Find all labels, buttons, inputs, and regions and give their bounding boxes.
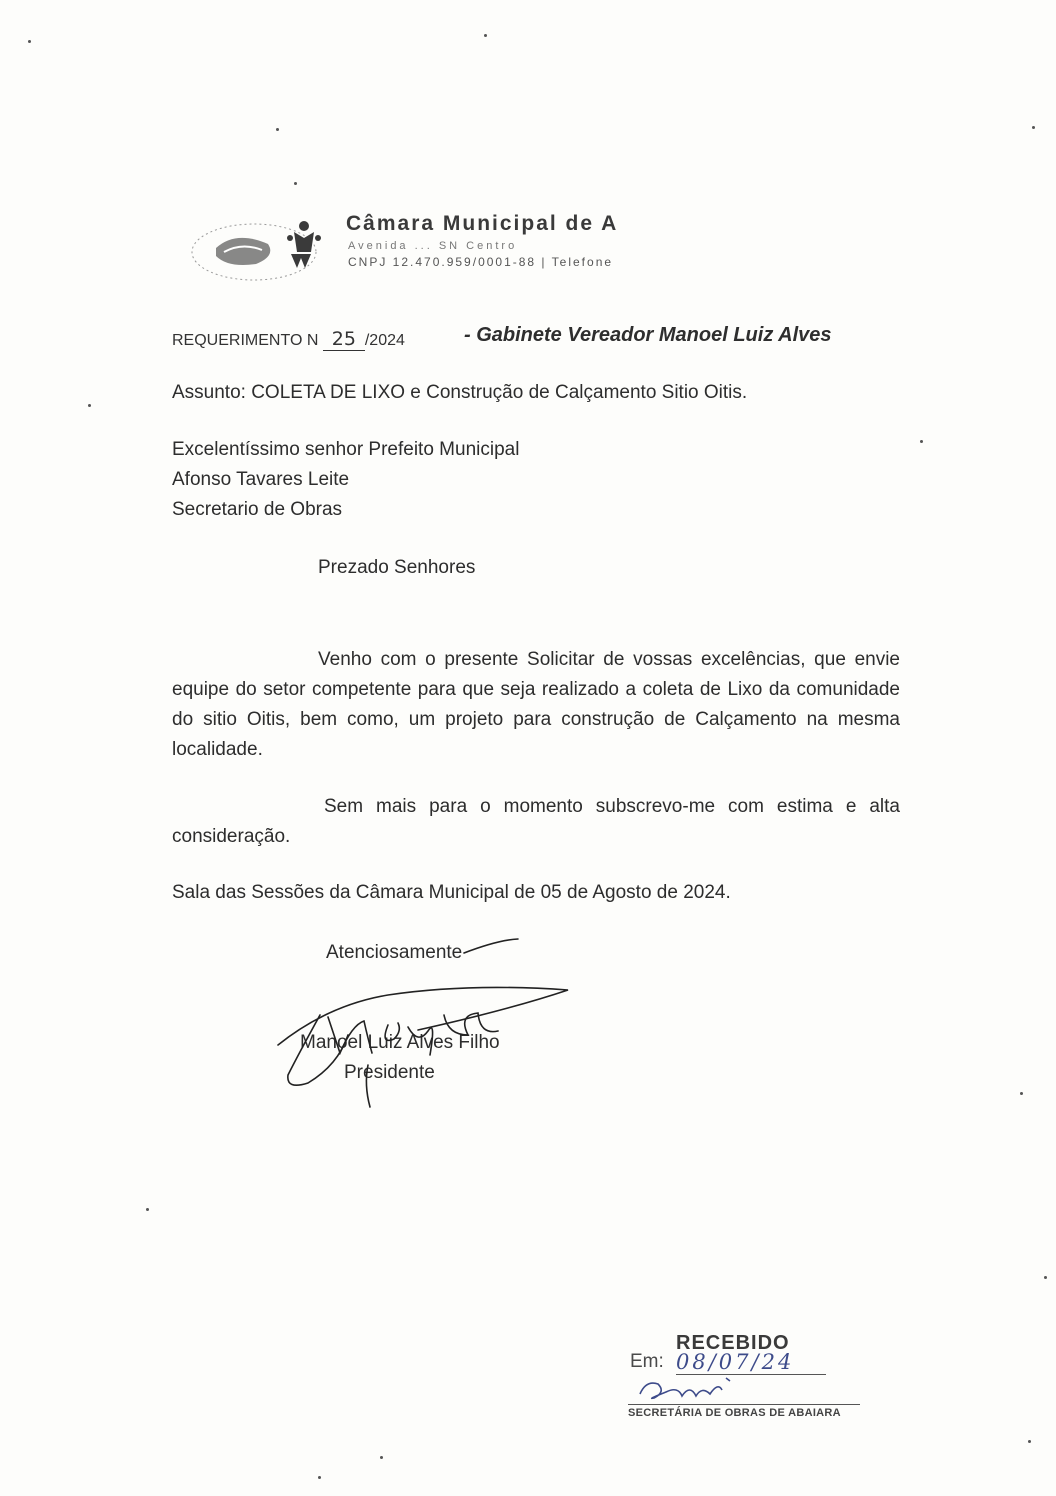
subject-line: Assunto: COLETA DE LIXO e Construção de Calçamento Sitio Oitis. [172, 382, 748, 403]
stamp-divider [628, 1404, 860, 1405]
recipient-line: Excelentíssimo senhor Prefeito Municipal [172, 439, 520, 460]
chamber-logo [176, 208, 336, 282]
place-date: Sala das Sessões da Câmara Municipal de 05 de Agosto de 2024. [172, 882, 731, 903]
handwritten-signature [268, 935, 578, 1115]
closing-text: Sem mais para o momento subscrevo-me com estima e alta consideração. [172, 796, 900, 847]
request-year: /2024 [364, 332, 405, 349]
request-number: 25 [323, 328, 365, 351]
request-number-line [172, 328, 405, 351]
chamber-address: Avenida ... SN Centro [348, 240, 518, 252]
signer-name: Manoel Luiz Alves Filho [300, 1032, 500, 1053]
closing-paragraph [172, 792, 900, 852]
greeting: Prezado Senhores [318, 557, 476, 578]
recipient-line: Secretario de Obras [172, 499, 343, 520]
chamber-name: Câmara Municipal de A [346, 212, 619, 235]
body-text: Venho com o presente Solicitar de vossas excelências, que envie equipe do setor competente para que seja realizado a coleta de Lixo da comunidade do sitio Oitis, bem como, um projeto para construção de Calçamento na mesma localidade. [172, 649, 900, 760]
stamp-date: 08/07/24 [676, 1350, 826, 1375]
recipient-line: Afonso Tavares Leite [172, 469, 350, 490]
stamp-department: SECRETÁRIA DE OBRAS DE ABAIARA [628, 1407, 841, 1419]
salutation: Atenciosamente [326, 942, 463, 963]
body-paragraph [172, 645, 900, 765]
stamp-em-label: Em: [630, 1351, 664, 1372]
request-label: REQUERIMENTO N [172, 332, 319, 349]
chamber-cnpj: CNPJ 12.470.959/0001-88 | Telefone [348, 255, 614, 269]
signer-role: Presidente [344, 1062, 435, 1083]
stamp-signature [636, 1372, 776, 1406]
office-name: - Gabinete Vereador Manoel Luiz Alves [464, 324, 832, 346]
stamp-title: RECEBIDO [676, 1332, 790, 1354]
